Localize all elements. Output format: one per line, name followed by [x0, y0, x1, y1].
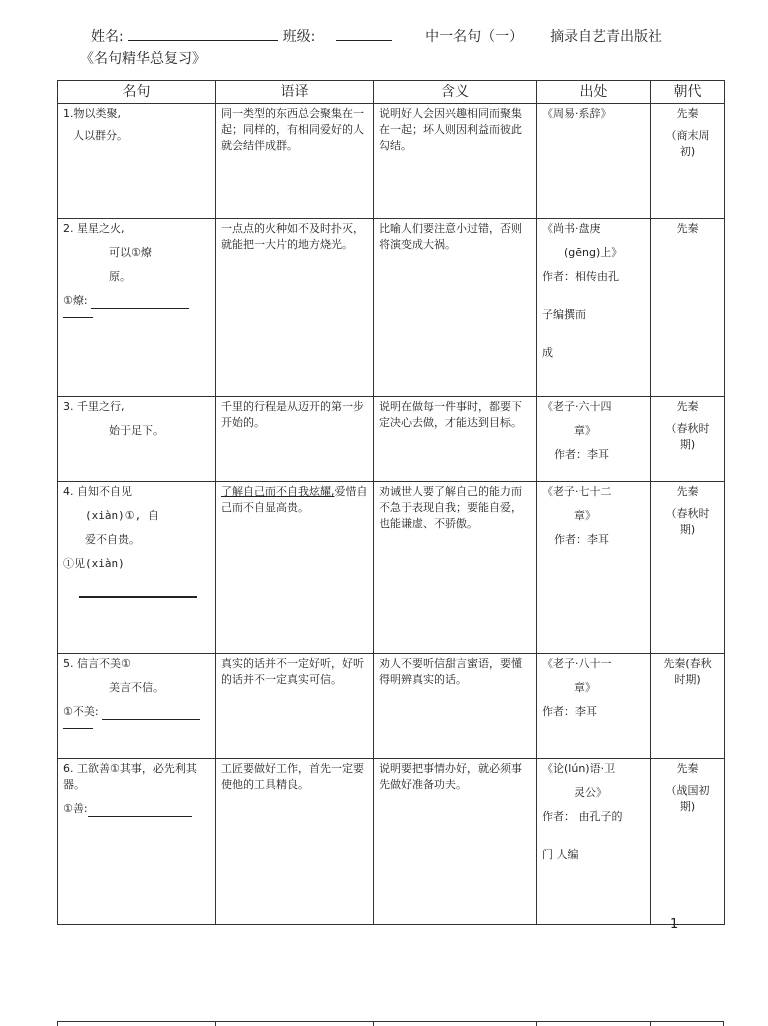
table-row	[58, 654, 725, 759]
col-header-quote: 名句	[58, 81, 216, 104]
quote-cell: 1.物以类聚, 人以群分。	[58, 104, 216, 219]
col-header-dynasty: 朝代	[651, 81, 725, 104]
quote-cell: 5. 信言不美① 美言不信。 ①不美:	[58, 654, 216, 759]
quote-cell: 6. 工欲善①其事，必先利其器。 ①善:	[58, 759, 216, 925]
translation-cell: 了解自己而不自我炫耀,爱惜自己而不自显高贵。	[216, 482, 374, 654]
col-header-translation: 语译	[216, 81, 374, 104]
dynasty-cell: 先秦 （战国初 期)	[651, 759, 725, 925]
quote-cell: 3. 千里之行, 始于足下。	[58, 397, 216, 482]
page-number: 1	[670, 917, 679, 932]
meaning-cell: 劝诫世人要了解自己的能力而不急于表现自我；要能自爱，也能谦虚、不骄傲。	[374, 482, 537, 654]
dynasty-cell: 先秦 （春秋时 期)	[651, 482, 725, 654]
table-row	[58, 759, 725, 925]
source-cell: 《周易·系辞》	[537, 104, 651, 219]
translation-cell: 同一类型的东西总会聚集在一起；同样的，有相同爱好的人就会结伴成群。	[216, 104, 374, 219]
answer-blank[interactable]	[102, 707, 200, 720]
answer-blank[interactable]	[91, 296, 189, 309]
translation-cell: 真实的话并不一定好听，好听的话并不一定真实可信。	[216, 654, 374, 759]
answer-blank[interactable]	[88, 804, 192, 817]
dynasty-cell: 先秦 （春秋时 期)	[651, 397, 725, 482]
meaning-cell: 说明好人会因兴趣相同而聚集在一起；坏人则因利益而彼此勾结。	[374, 104, 537, 219]
quote-cell: 4. 自知不自见 (xiàn)①, 自 爱不自贵。 ①见(xiàn)	[58, 482, 216, 654]
source-note: 摘录自艺青出版社	[550, 29, 663, 45]
quote-cell: 2. 星星之火, 可以①燎 原。 ①燎:	[58, 219, 216, 397]
translation-cell: 千里的行程是从迈开的第一步开始的。	[216, 397, 374, 482]
meaning-cell: 比喻人们要注意小过错，否则将演变成大祸。	[374, 219, 537, 397]
header-line	[91, 26, 662, 46]
dynasty-cell: 先秦(春秋 时期)	[651, 654, 725, 759]
name-blank	[128, 26, 278, 41]
sheet-title: 中一名句（一）	[425, 29, 524, 45]
class-label: 班级:	[282, 29, 316, 45]
answer-blank-continued	[63, 309, 93, 318]
book-title: 《名句精华总复习》	[80, 51, 206, 67]
source-cell: 《尚书·盘庚 (gēng)上》 作者：相传由孔 子编撰而 成	[537, 219, 651, 397]
source-cell: 《老子·七十二 章》 作者：李耳	[537, 482, 651, 654]
source-cell: 《老子·六十四 章》 作者：李耳	[537, 397, 651, 482]
answer-blank[interactable]	[79, 582, 197, 598]
quotes-table	[57, 80, 725, 925]
table-row	[58, 104, 725, 219]
class-blank	[336, 26, 392, 41]
source-cell: 《论(lún)语·卫 灵公》 作者： 由孔子的 门 人编	[537, 759, 651, 925]
meaning-cell: 说明在做每一件事时，都要下定决心去做，才能达到目标。	[374, 397, 537, 482]
table-row	[58, 397, 725, 482]
col-header-meaning: 含义	[374, 81, 537, 104]
answer-blank-continued	[63, 720, 93, 729]
name-label: 姓名:	[91, 29, 124, 45]
table-row	[58, 219, 725, 397]
col-header-source: 出处	[537, 81, 651, 104]
source-cell: 《老子·八十一 章》 作者：李耳	[537, 654, 651, 759]
translation-cell: 工匠要做好工作，首先一定要使他的工具精良。	[216, 759, 374, 925]
meaning-cell: 说明要把事情办好，就必须事先做好准备功夫。	[374, 759, 537, 925]
translation-cell: 一点点的火种如不及时扑灭，就能把一大片的地方烧光。	[216, 219, 374, 397]
table-header-row	[58, 81, 725, 104]
table-row	[58, 482, 725, 654]
meaning-cell: 劝人不要听信甜言蜜语，要懂得明辨真实的话。	[374, 654, 537, 759]
dynasty-cell: 先秦	[651, 219, 725, 397]
dynasty-cell: 先秦 （商末周 初)	[651, 104, 725, 219]
